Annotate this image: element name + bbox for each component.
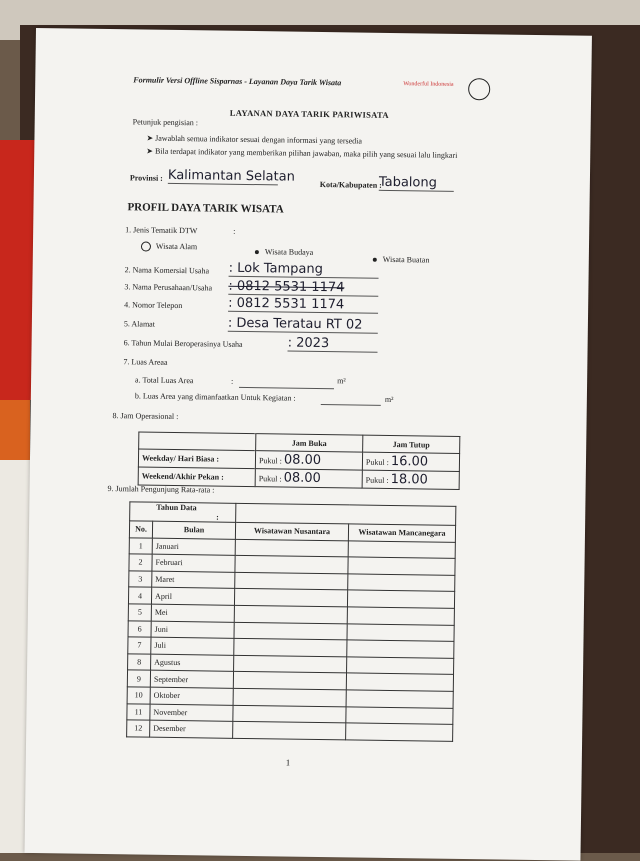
nusantara-cell (233, 705, 346, 723)
nusantara-cell (235, 539, 348, 557)
q1-option-buatan: Wisata Buatan (373, 255, 430, 265)
month-number: 11 (127, 703, 150, 720)
q3-value: : 0812 5531 1174 (228, 279, 378, 297)
jam-operasional-table (138, 431, 461, 489)
table-header: Wisatawan Nusantara (235, 522, 348, 540)
kota-label: Kota/Kabupaten : (319, 179, 382, 190)
table-cell: Pukul : 18.00 (362, 470, 459, 489)
q9-label: 9. Jumlah Pengunjung Rata-rata : (107, 484, 215, 495)
q1-colon: : (233, 226, 236, 236)
q6-value: : 2023 (288, 336, 378, 353)
table-header (139, 432, 256, 451)
form-header: Formulir Versi Offline Sisparnas - Layanan Daya Tarik Wisata (133, 75, 342, 88)
month-name: Februari (152, 554, 235, 572)
month-name: Januari (152, 538, 235, 556)
q7b-input-line (321, 394, 381, 406)
q1-option-budaya: Wisata Budaya (255, 247, 313, 257)
month-number: 12 (127, 720, 150, 737)
mancanegara-cell (346, 706, 453, 724)
mancanegara-cell (347, 590, 454, 608)
kota-value: Tabalong (379, 175, 454, 192)
nusantara-cell (234, 605, 347, 623)
month-name: September (150, 671, 233, 689)
wonderful-indonesia-logo: Wonderful Indonesia (403, 81, 454, 88)
table-cell: Weekday/ Hari Biasa : (138, 449, 255, 469)
table-header: No. (129, 521, 152, 538)
circled-mark-icon (141, 242, 151, 252)
month-name: April (151, 588, 234, 606)
nusantara-cell (233, 688, 346, 706)
provinsi-value: Kalimantan Selatan (167, 167, 295, 185)
table-cell: Weekend/Akhir Pekan : (138, 467, 255, 487)
q7a-input-line (239, 377, 334, 389)
table-cell: Pukul : 16.00 (362, 452, 459, 471)
document-title: LAYANAN DAYA TARIK PARIWISATA (229, 107, 389, 120)
nusantara-cell (234, 589, 347, 607)
table-header: Jam Tutup (363, 435, 460, 453)
bullet-icon (255, 250, 259, 254)
month-name: Agustus (151, 654, 234, 672)
petunjuk-item-1: ➤ Jawablah semua indikator sesuai dengan informasi yang tersedia (146, 133, 363, 146)
q3-label: 3. Nama Perusahaan/Usaha (124, 282, 213, 293)
month-name: Desember (150, 720, 233, 738)
nusantara-cell (233, 672, 346, 690)
mancanegara-cell (346, 673, 453, 691)
month-name: Mei (151, 604, 234, 622)
q5-value: : Desa Teratau RT 02 (228, 316, 378, 334)
month-number: 3 (129, 571, 152, 588)
q7a-unit: m² (337, 376, 346, 386)
month-number: 4 (128, 587, 151, 604)
q7b-unit: m² (384, 394, 394, 405)
month-number: 9 (127, 670, 150, 687)
mancanegara-cell (346, 723, 453, 741)
mancanegara-cell (346, 690, 453, 708)
section-title: PROFIL DAYA TARIK WISATA (127, 201, 284, 216)
q7-label: 7. Luas Areaa (123, 357, 168, 367)
month-number: 1 (129, 537, 152, 554)
page-number: 1 (285, 757, 291, 768)
tahun-data-label: Tahun Data : (130, 502, 236, 522)
month-number: 7 (128, 637, 151, 654)
q7a-colon: : (231, 376, 234, 386)
nusantara-cell (235, 572, 348, 590)
q1-option-alam: Wisata Alam (141, 241, 197, 252)
q7a-label: a. Total Luas Area (135, 375, 194, 386)
petunjuk-label: Petunjuk pengisian : (132, 117, 199, 128)
mancanegara-cell (347, 607, 454, 625)
month-name: Maret (152, 571, 235, 589)
background-orange-object (0, 400, 30, 460)
mancanegara-cell (348, 541, 455, 559)
q2-value: : Lok Tampang (229, 261, 379, 279)
nusantara-cell (234, 622, 347, 640)
mancanegara-cell (347, 657, 454, 675)
q6-label: 6. Tahun Mulai Beroperasinya Usaha (123, 338, 243, 349)
table-header: Wisatawan Mancanegara (348, 524, 455, 542)
nusantara-cell (235, 556, 348, 574)
month-name: Juni (151, 621, 234, 639)
table-cell: Pukul : 08.00 (255, 469, 362, 488)
q4-value: : 0812 5531 1174 (228, 296, 378, 314)
table-row (127, 720, 453, 741)
bullet-icon (373, 258, 377, 262)
month-number: 5 (128, 604, 151, 621)
table-header: Jam Buka (256, 434, 363, 452)
q2-label: 2. Nama Komersial Usaha (124, 265, 210, 276)
table-header: Bulan (152, 521, 235, 539)
q5-label: 5. Alamat (123, 319, 156, 329)
ministry-logo-icon (468, 78, 490, 100)
nusantara-cell (234, 655, 347, 673)
mancanegara-cell (348, 557, 455, 575)
mancanegara-cell (347, 640, 454, 658)
month-number: 6 (128, 620, 151, 637)
nusantara-cell (233, 721, 346, 739)
mancanegara-cell (347, 623, 454, 641)
q8-label: 8. Jam Operasional : (112, 411, 179, 422)
month-name: November (150, 704, 233, 722)
q1-label: 1. Jenis Tematik DTW (125, 225, 198, 236)
month-number: 8 (128, 654, 151, 671)
month-name: Oktober (150, 687, 233, 705)
mancanegara-cell (348, 574, 455, 592)
table-cell: Pukul : 08.00 (255, 451, 362, 470)
nusantara-cell (234, 638, 347, 656)
form-paper (24, 28, 591, 861)
provinsi-label: Provinsi : (129, 173, 163, 183)
q4-label: 4. Nomor Telepon (124, 300, 183, 311)
pengunjung-table (126, 501, 456, 741)
month-number: 10 (127, 687, 150, 704)
q7b-label: b. Luas Area yang dimanfaatkan Untuk Kegiatan : (134, 391, 296, 403)
petunjuk-item-2: ➤ Bila terdapat indikator yang memberikan pilihan jawaban, maka pilih yang sesuai lalu lingkari (146, 146, 458, 160)
month-name: Juli (151, 637, 234, 655)
month-number: 2 (129, 554, 152, 571)
